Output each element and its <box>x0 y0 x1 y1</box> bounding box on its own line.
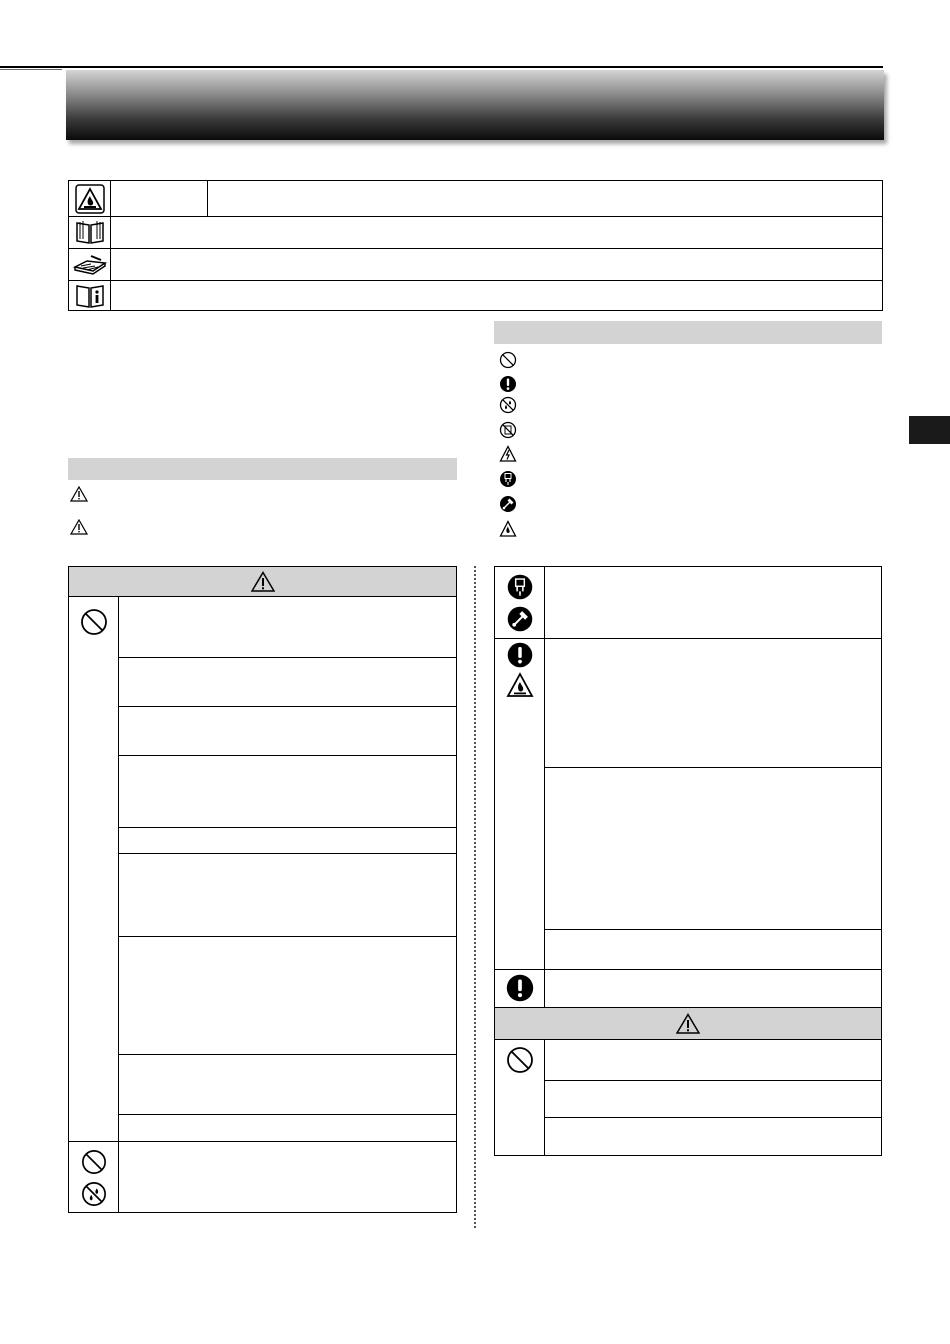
icon-cell <box>69 1179 118 1209</box>
mandatory-icon <box>506 974 534 1002</box>
side-tab-marker <box>909 416 950 444</box>
icon-cell <box>69 605 118 639</box>
icon-cell <box>495 572 544 602</box>
caution-triangle-icon <box>70 486 88 502</box>
icon-cell <box>495 604 544 634</box>
intro-text-block <box>68 322 456 448</box>
warning-triangle-icon <box>251 571 275 592</box>
symbol-icon-cell <box>69 248 111 280</box>
symbol-row <box>69 280 882 311</box>
symbol-icon-cell <box>69 280 111 311</box>
no-water-icon <box>499 396 517 414</box>
symbol-row <box>69 181 882 217</box>
legend-item <box>499 420 879 440</box>
read-manual-icon <box>73 253 107 275</box>
note-item <box>70 485 456 503</box>
legend-item <box>499 395 879 415</box>
mandatory-icon <box>499 375 517 393</box>
symbol-row <box>69 248 882 281</box>
legend-item <box>499 350 879 370</box>
manual-book-icon <box>75 219 105 245</box>
no-wet-hands-icon <box>499 421 517 439</box>
electric-shock-icon <box>499 445 517 463</box>
icon-cell <box>495 640 544 670</box>
column-divider <box>474 566 476 1228</box>
legend-item <box>499 519 879 539</box>
symbol-table <box>68 180 883 311</box>
symbol-icon-cell <box>69 216 111 248</box>
caution-table <box>494 1007 882 1156</box>
icon-cell <box>495 670 544 700</box>
ground-icon <box>499 495 517 513</box>
prohibited-icon <box>499 351 517 369</box>
prohibited-icon <box>81 1149 107 1175</box>
flammable-icon <box>499 520 517 538</box>
unplug-icon <box>499 470 517 488</box>
top-rule <box>0 66 883 68</box>
flammable-warning-icon <box>506 672 534 698</box>
legend-header <box>494 321 882 344</box>
symbol-row <box>69 216 882 249</box>
information-manual-icon <box>75 283 105 309</box>
ground-icon <box>507 606 533 632</box>
caution-table-header <box>495 1008 881 1040</box>
caution-triangle-icon <box>676 1013 700 1034</box>
legend-item <box>499 444 879 464</box>
caution-triangle-icon <box>70 519 88 535</box>
legend-item <box>499 374 879 394</box>
icon-cell <box>495 1044 544 1076</box>
page-title-bar <box>66 70 884 140</box>
legend-item <box>499 494 879 514</box>
warning-table <box>68 566 457 1213</box>
legend-item <box>499 469 879 489</box>
warning-table-header <box>69 567 456 597</box>
no-water-icon <box>81 1181 107 1207</box>
top-rule-thin <box>0 69 62 70</box>
icon-cell <box>495 972 544 1004</box>
symbol-icon-cell <box>69 181 111 216</box>
mandatory-icon <box>507 642 533 668</box>
prohibited-icon <box>506 1046 534 1074</box>
notes-header <box>68 458 457 480</box>
symbol-label-cell <box>110 181 208 216</box>
icon-cell <box>69 1147 118 1177</box>
note-item <box>70 518 456 536</box>
right-warning-table <box>494 566 882 1007</box>
prohibited-icon <box>80 608 108 636</box>
flammable-warning-icon <box>75 184 105 214</box>
unplug-icon <box>507 574 533 600</box>
